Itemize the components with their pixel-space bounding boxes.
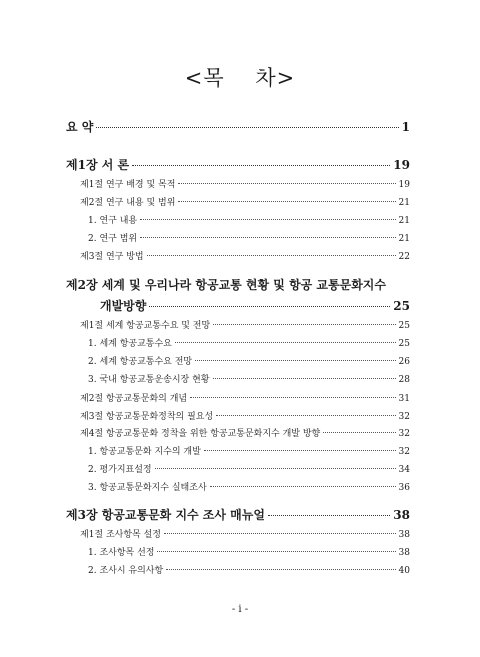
toc-entry-label: 1. 항공교통문화 지수의 개발 — [88, 447, 201, 457]
toc-entry-ch2-s4-2[interactable] — [66, 462, 410, 475]
toc-entry-label: 2. 세계 항공교통수요 전망 — [88, 357, 193, 367]
toc-entry-ch3-s1-1[interactable] — [66, 545, 410, 558]
dot-leader — [204, 450, 396, 451]
toc-entry-page: 32 — [398, 412, 410, 422]
toc-entry-page: 38 — [393, 508, 410, 522]
toc-entry-ch2-s3[interactable] — [66, 409, 410, 422]
toc-entry-page: 1 — [401, 120, 410, 134]
toc-entry-ch2-s1-3[interactable] — [66, 372, 410, 385]
dot-leader — [268, 515, 390, 516]
dot-leader — [323, 432, 395, 433]
dot-leader — [195, 360, 395, 361]
toc-entry-label: 제3장 항공교통문화 지수 조사 매뉴얼 — [66, 508, 265, 522]
toc-entry-label: 제3절 연구 방법 — [80, 252, 144, 262]
toc-entry-ch1[interactable] — [66, 156, 410, 173]
toc-entry-ch3-s1-2[interactable] — [66, 563, 410, 576]
page-number-footer: - i - — [231, 604, 249, 615]
dot-leader — [132, 165, 390, 166]
toc-entry-label: 제4절 항공교통문화 정착을 위한 항공교통문화지수 개발 방향 — [80, 429, 321, 439]
toc-entry-ch2-s4-3[interactable] — [66, 480, 410, 493]
toc-entry-page: 31 — [398, 394, 410, 404]
toc-entry-page: 25 — [393, 299, 410, 313]
toc-entry-ch2-s4-1[interactable] — [66, 444, 410, 457]
dot-leader — [164, 533, 396, 534]
dot-leader — [149, 306, 390, 307]
toc-entry-page: 38 — [398, 530, 410, 540]
toc-entry-page: 26 — [398, 357, 410, 367]
dot-leader — [210, 486, 396, 487]
dot-leader — [216, 415, 395, 416]
dot-leader — [190, 397, 395, 398]
dot-leader — [166, 569, 395, 570]
dot-leader — [178, 201, 395, 202]
toc-entry-ch2-s1-1[interactable] — [66, 336, 410, 349]
toc-entry-page: 38 — [398, 548, 410, 558]
toc-entry-page: 21 — [398, 216, 410, 226]
dot-leader — [140, 219, 395, 220]
toc-entry-page: 32 — [398, 429, 410, 439]
toc-entry-page: 34 — [398, 465, 410, 475]
toc-entry-ch1-s3[interactable] — [66, 249, 410, 262]
toc-entry-label: 제2절 항공교통문화의 개념 — [80, 394, 188, 404]
toc-entry-ch2-s1[interactable] — [66, 318, 410, 331]
toc-title: <목 차> — [184, 66, 296, 90]
toc-entry-ch1-s2-1[interactable] — [66, 213, 410, 226]
dot-leader — [147, 255, 396, 256]
dot-leader — [140, 237, 395, 238]
toc-entry-label: 제1절 세계 항공교통수요 및 전망 — [80, 321, 211, 331]
toc-entry-label: 제2절 연구 내용 및 범위 — [80, 198, 176, 208]
dot-leader — [157, 551, 395, 552]
toc-entry-page: 25 — [398, 339, 410, 349]
dot-leader — [96, 127, 398, 128]
toc-entry-label: 개발방향 — [100, 299, 147, 313]
toc-entry-page: 21 — [398, 234, 410, 244]
toc-entry-label: 1. 연구 내용 — [88, 216, 138, 226]
dot-leader — [155, 468, 396, 469]
toc-entry-page: 28 — [398, 375, 410, 385]
dot-leader — [175, 342, 396, 343]
toc-entry-ch3-s1[interactable] — [66, 527, 410, 540]
toc-entry-ch1-s1[interactable] — [66, 177, 410, 190]
dot-leader — [213, 378, 396, 379]
toc-entry-label: 1. 세계 항공교통수요 — [88, 339, 172, 349]
toc-entry-label: 제1절 연구 배경 및 목적 — [80, 180, 176, 190]
dot-leader — [178, 183, 395, 184]
toc-entry-label: 2. 평가지표설정 — [88, 465, 152, 475]
toc-entry-page: 25 — [398, 321, 410, 331]
toc-entry-label: 3. 항공교통문화지수 실태조사 — [88, 483, 207, 493]
toc-entry-ch2-s4[interactable] — [66, 426, 410, 439]
dot-leader — [213, 324, 395, 325]
toc-entry-ch1-s2-2[interactable] — [66, 231, 410, 244]
toc-entry-page: 22 — [398, 252, 410, 262]
toc-entry-page: 19 — [398, 180, 410, 190]
toc-entry-label: 2. 조사시 유의사항 — [88, 566, 164, 576]
toc-entry-ch2-s1-2[interactable] — [66, 354, 410, 367]
toc-entry-label: 제3절 항공교통문화정착의 필요성 — [80, 412, 214, 422]
toc-entry-label: 3. 국내 항공교통운송시장 현황 — [88, 375, 210, 385]
toc-entry-ch1-s2[interactable] — [66, 195, 410, 208]
toc-entry-label: 제1절 조사항목 설정 — [80, 530, 162, 540]
toc-entry-page: 19 — [393, 158, 410, 172]
toc-entry-ch2[interactable] — [66, 297, 410, 314]
toc-entry-label: 2. 연구 범위 — [88, 234, 138, 244]
toc-entry-ch3[interactable] — [66, 506, 410, 523]
toc-entry-page: 32 — [398, 447, 410, 457]
toc-entry-page: 40 — [398, 566, 410, 576]
chapter2-heading-line1: 제2장 세계 및 우리나라 항공교통 현황 및 항공 교통문화지수 — [66, 278, 386, 292]
toc-entry-summary[interactable] — [66, 118, 410, 135]
toc-entry-page: 21 — [398, 198, 410, 208]
toc-entry-ch2-s2[interactable] — [66, 391, 410, 404]
toc-entry-label: 1. 조사항목 선정 — [88, 548, 155, 558]
toc-entry-label: 요 약 — [66, 120, 94, 134]
toc-entry-label: 제1장 서 론 — [66, 158, 130, 172]
toc-entry-page: 36 — [398, 483, 410, 493]
